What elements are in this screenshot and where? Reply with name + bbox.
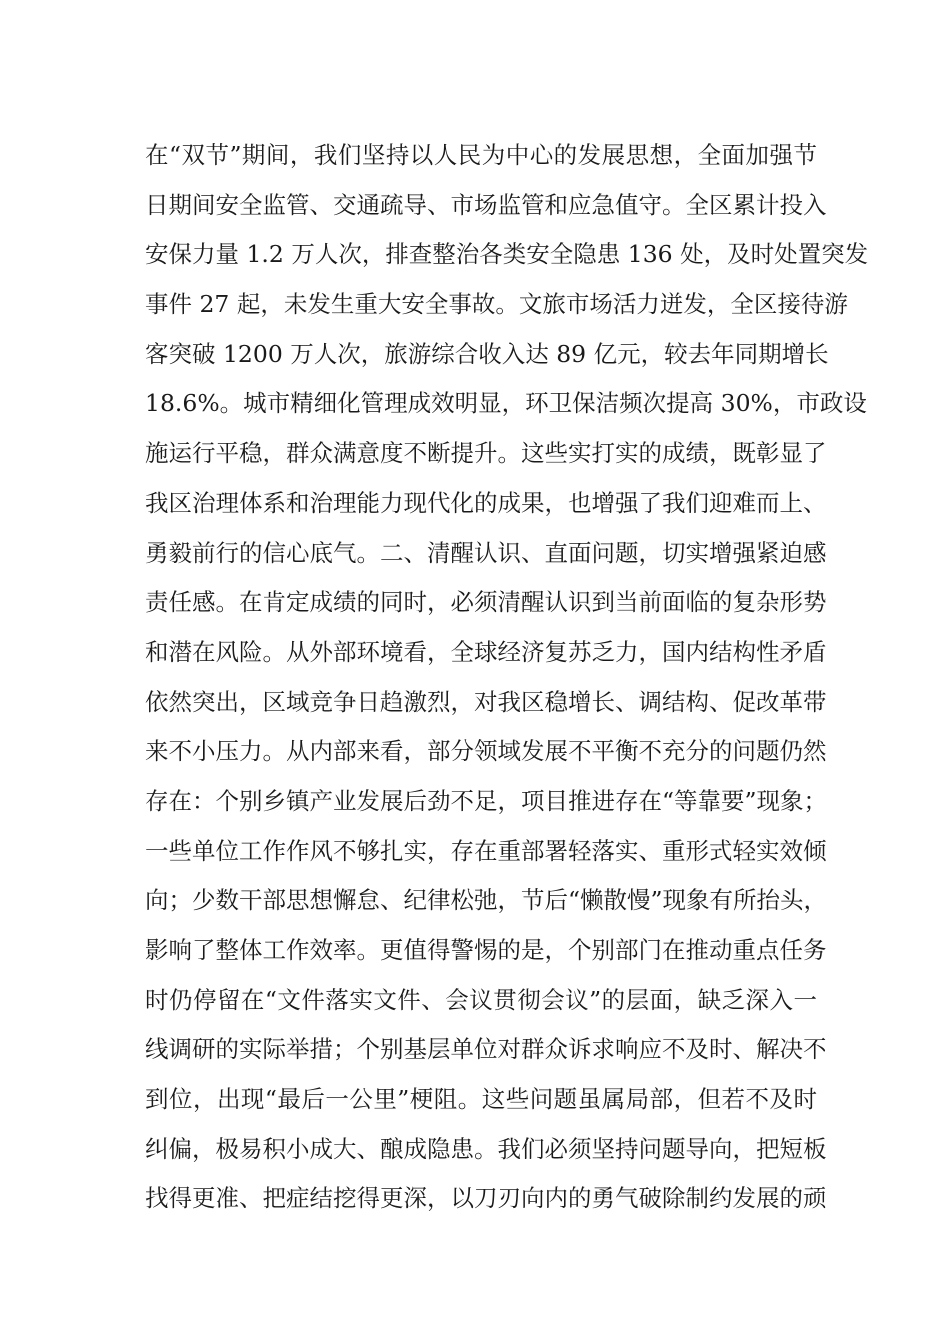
text-line: 向；少数干部思想懈怠、纪律松弛，节后“懒散慢”现象有所抬头， xyxy=(145,886,828,915)
text-line: 来不小压力。从内部来看，部分领域发展不平衡不充分的问题仍然 xyxy=(145,737,827,766)
text-line: 到位，出现“最后一公里”梗阻。这些问题虽属局部，但若不及时 xyxy=(145,1085,817,1114)
text-line: 纠偏，极易积小成大、酿成隐患。我们必须坚持问题导向，把短板 xyxy=(145,1134,827,1163)
text-line: 和潜在风险。从外部环境看，全球经济复苏乏力，国内结构性矛盾 xyxy=(145,637,827,666)
text-line: 线调研的实际举措；个别基层单位对群众诉求响应不及时、解决不 xyxy=(145,1035,827,1064)
text-line: 一些单位工作作风不够扎实，存在重部署轻落实、重形式轻实效倾 xyxy=(145,836,827,865)
text-line: 找得更准、把症结挖得更深，以刀刃向内的勇气破除制约发展的顽 xyxy=(145,1184,827,1213)
text-line: 勇毅前行的信心底气。二、清醒认识、直面问题，切实增强紧迫感 xyxy=(145,538,827,567)
text-line: 责任感。在肯定成绩的同时，必须清醒认识到当前面临的复杂形势 xyxy=(145,588,827,617)
text-line: 客突破 1200 万人次，旅游综合收入达 89 亿元，较去年同期增长 xyxy=(145,339,829,368)
body-text xyxy=(145,131,869,1224)
text-line: 在“双节”期间，我们坚持以人民为中心的发展思想，全面加强节 xyxy=(145,141,817,169)
text-line: 我区治理体系和治理能力现代化的成果，也增强了我们迎难而上、 xyxy=(145,488,827,517)
text-line: 影响了整体工作效率。更值得警惕的是，个别部门在推动重点任务 xyxy=(145,936,827,964)
text-line: 施运行平稳，群众满意度不断提升。这些实打实的成绩，既彰显了 xyxy=(145,439,827,468)
text-line: 时仍停留在“文件落实文件、会议贯彻会议”的层面，缺乏深入一 xyxy=(145,985,817,1014)
text-line: 18.6%。城市精细化管理成效明显，环卫保洁频次提高 30%，市政设 xyxy=(145,389,867,418)
text-line: 事件 27 起，未发生重大安全事故。文旅市场活力迸发，全区接待游 xyxy=(145,290,848,319)
text-line: 安保力量 1.2 万人次，排查整治各类安全隐患 136 处，及时处置突发 xyxy=(145,240,869,269)
text-line: 存在：个别乡镇产业发展后劲不足，项目推进存在“等靠要”现象； xyxy=(145,786,828,815)
text-line: 日期间安全监管、交通疏导、市场监管和应急值守。全区累计投入 xyxy=(145,190,827,219)
text-line: 依然突出，区域竞争日趋激烈，对我区稳增长、调结构、促改革带 xyxy=(145,687,827,716)
